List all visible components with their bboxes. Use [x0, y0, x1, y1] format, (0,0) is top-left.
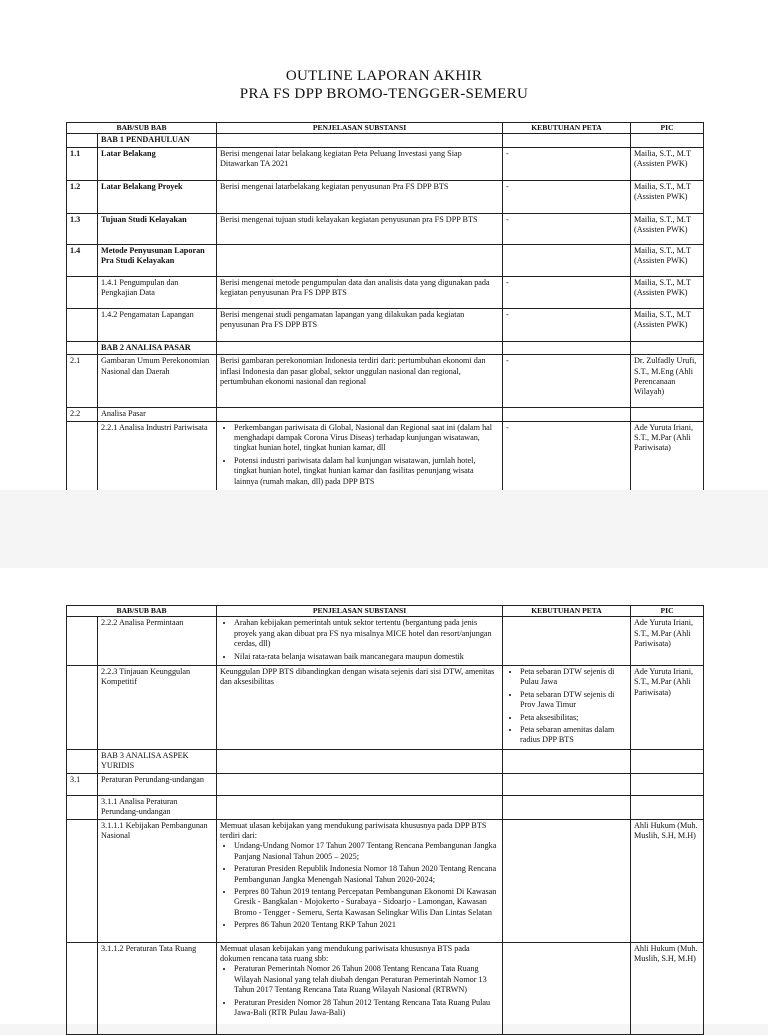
table-row [67, 819, 704, 942]
row-pic: Ade Yuruta Iriani, S.T., M.Par (Ahli Pariwisata) [631, 617, 704, 666]
row-subtitle: 3.1.1.2 Peraturan Tata Ruang [98, 942, 217, 1034]
document-subtitle: PRA FS DPP BROMO-TENGGER-SEMERU [239, 86, 529, 102]
row-map-need: - [503, 421, 631, 490]
page-gap [0, 490, 768, 568]
list-item: • Nilai rata-rata belanja wisatawan baik mancanegara maupun domestik [234, 652, 499, 662]
row-pic: Ade Yuruta Iriani, S.T., M.Par (Ahli Pariwisata) [631, 421, 704, 490]
row-description: Keunggulan DPP BTS dibandingkan dengan wisata sejenis dari sisi DTW, amenitas dan aksesibilitas [217, 666, 503, 750]
header-penjelasan: PENJELASAN SUBSTANSI [217, 123, 503, 134]
list-item: • Peraturan Presiden Republik Indonesia Nomor 18 Tahun 2020 Tentang Rencana Pembangunan Jangka Menengah Nasional Tahun 2020-2024; [234, 864, 499, 885]
row-description: Berisi gambaran perekonomian Indonesia terdiri dari: pertumbuhan ekonomi dan inflasi Indonesia dan pasar global, sektor unggulan nasional dan regional, pertumbuhan ekonomi nasional dan regional [217, 355, 503, 408]
row-map-need: - [503, 213, 631, 244]
table-row [67, 795, 704, 819]
row-number: 1.1 [67, 147, 98, 180]
list-item: • Undang-Undang Nomor 17 Tahun 2007 Tentang Rencana Pembangunan Jangka Panjang Nasional Tahun 2005 – 2025; [234, 841, 499, 862]
table-row [67, 244, 704, 276]
row-map-need: - [503, 355, 631, 408]
list-item: • Peraturan Pemerintah Nomor 26 Tahun 2008 Tentang Rencana Tata Ruang Wilayah Nasional yang telah diubah dengan Peraturan Pemerintah Nomor 13 Tahun 2017 Tentang Rencana Tata Ruang Wilayah Nasional (RTRWN) [234, 964, 499, 995]
row-pic: Mailia, S.T., M.T (Assisten PWK) [631, 147, 704, 180]
row-pic: Mailia, S.T., M.T (Assisten PWK) [631, 308, 704, 341]
document-title: OUTLINE LAPORAN AKHIR [285, 68, 483, 84]
table-row [67, 308, 704, 341]
row-subtitle: 3.1.1.1 Kebijakan Pembangunan Nasional [98, 819, 217, 942]
row-number: 1.4 [67, 244, 98, 276]
row-subtitle: Gambaran Umum Perekonomian Nasional dan Daerah [98, 355, 217, 408]
list-item: • Potensi industri pariwisata dalam hal kunjungan wisatawan, jumlah hotel, tingkat hunian hotel, tingkat hunian kamar dan fasilitas penunjang wisata lainnya (rumah makan, dll) pada DPP BTS [234, 456, 499, 487]
section-title: BAB 2 ANALISA PASAR [98, 341, 217, 354]
row-map-need [503, 666, 631, 750]
outline-table-1 [66, 122, 704, 491]
row-subtitle: Latar Belakang [98, 147, 217, 180]
table-row [67, 666, 704, 750]
row-pic: Mailia, S.T., M.T (Assisten PWK) [631, 213, 704, 244]
row-description: Berisi mengenai tujuan studi kelayakan kegiatan penyusunan pra FS DPP BTS [217, 213, 503, 244]
row-number: 1.3 [67, 213, 98, 244]
list-item: • Peta sebaran DTW sejenis di Pulau Jawa [520, 667, 627, 688]
description-list [220, 841, 499, 930]
map-list [506, 667, 627, 746]
list-item: • Peta aksesibilitas; [520, 713, 627, 723]
row-pic: Mailia, S.T., M.T (Assisten PWK) [631, 244, 704, 276]
header-bab: BAB/SUB BAB [67, 606, 217, 617]
row-map-need: - [503, 180, 631, 213]
row-pic: Mailia, S.T., M.T (Assisten PWK) [631, 180, 704, 213]
description-intro: Memuat ulasan kebijakan yang mendukung pariwisata khususnya BTS pada dokumen rencana tata ruang sbb: [220, 943, 470, 963]
list-item: • Perpres 86 Tahun 2020 Tentang RKP Tahun 2021 [234, 920, 499, 930]
table-header-row [67, 123, 704, 134]
row-pic: Mailia, S.T., M.T (Assisten PWK) [631, 276, 704, 308]
table-row [67, 213, 704, 244]
header-kebutuhan-peta: KEBUTUHAN PETA [503, 123, 631, 134]
description-list [220, 964, 499, 1018]
list-item: • Perkembangan pariwisata di Global, Nasional dan Regional saat ini (dalam hal menghadapi dampak Corona Virus Diseas) terhadap kunjungan wisatawan, tingkat hunian hotel, tingkat hunian kamar, dll [234, 423, 499, 454]
description-list [220, 618, 499, 662]
list-item: • Peraturan Presiden Nomor 28 Tahun 2012 Tentang Rencana Tata Ruang Pulau Jawa-Bali (RTR Pulau Jawa-Bali) [234, 998, 499, 1019]
row-subtitle: Metode Penyusunan Laporan Pra Studi Kelayakan [98, 244, 217, 276]
list-item: • Peta sebaran DTW sejenis di Prov Jawa Timur [520, 690, 627, 711]
section-title: BAB 3 ANALISA ASPEK YURIDIS [98, 749, 217, 773]
row-description [217, 942, 503, 1034]
row-subtitle: Tujuan Studi Kelayakan [98, 213, 217, 244]
document-page-1 [0, 0, 768, 490]
row-pic: Dr. Zulfadly Urufi, S.T., M.Eng (Ahli Perencanaan Wilayah) [631, 355, 704, 408]
table-row [67, 773, 704, 795]
table-row [67, 276, 704, 308]
section-row [67, 134, 704, 147]
header-bab: BAB/SUB BAB [67, 123, 217, 134]
section-row [67, 341, 704, 354]
row-subtitle: Latar Belakang Proyek [98, 180, 217, 213]
row-number: 1.2 [67, 180, 98, 213]
row-map-need: - [503, 276, 631, 308]
header-kebutuhan-peta: KEBUTUHAN PETA [503, 606, 631, 617]
section-row [67, 749, 704, 773]
description-list [220, 423, 499, 487]
description-intro: Memuat ulasan kebijakan yang mendukung pariwisata khususnya pada DPP BTS terdiri dari: [220, 820, 487, 840]
table-row [67, 421, 704, 490]
row-subtitle: 2.2.1 Analisa Industri Pariwisata [98, 421, 217, 490]
row-description [217, 819, 503, 942]
row-subtitle: Analisa Pasar [98, 408, 217, 421]
list-item: • Peta sebaran amenitas dalam radius DPP BTS [520, 725, 627, 746]
row-subtitle: 2.2.3 Tinjauan Keunggulan Kompetitif [98, 666, 217, 750]
header-pic: PIC [631, 123, 704, 134]
row-description: Berisi mengenai latarbelakang kegiatan penyusunan Pra FS DPP BTS [217, 180, 503, 213]
row-map-need: - [503, 147, 631, 180]
list-item: • Perpres 80 Tahun 2019 tentang Percepatan Pembangunan Ekonomi Di Kawasan Gresik - Bangkalan - Mojokerto - Surabaya - Sidoarjo - Lamongan, Kawasan Bromo - Tengger - Semeru, Serta Kawasan Selingkar Wilis Dan Lintas Selatan [234, 887, 499, 918]
table-row [67, 147, 704, 180]
header-pic: PIC [631, 606, 704, 617]
row-description: Berisi mengenai latar belakang kegiatan Peta Peluang Investasi yang Siap Ditawarkan TA 2021 [217, 147, 503, 180]
list-item: • Arahan kebijakan pemerintah untuk sektor tertentu (bergantung pada jenis proyek yang akan dibuat pra FS nya misalnya MICE hotel dan resort/anjungan cerdas, dll) [234, 618, 499, 649]
table-row [67, 408, 704, 421]
row-description [217, 617, 503, 666]
section-title: BAB 1 PENDAHULUAN [98, 134, 217, 147]
row-description [217, 421, 503, 490]
header-penjelasan: PENJELASAN SUBSTANSI [217, 606, 503, 617]
table-row [67, 942, 704, 1034]
row-map-need: - [503, 308, 631, 341]
row-pic: Ade Yuruta Iriani, S.T., M.Par (Ahli Pariwisata) [631, 666, 704, 750]
row-pic: Ahli Hukum (Muh. Muslih, S.H, M.H) [631, 819, 704, 942]
row-number: 2.2 [67, 408, 98, 421]
row-subtitle: 1.4.2 Pengamatan Lapangan [98, 308, 217, 341]
table-row [67, 355, 704, 408]
table-row [67, 180, 704, 213]
row-number: 3.1 [67, 773, 98, 795]
row-subtitle: 3.1.1 Analisa Peraturan Perundang-undangan [98, 795, 217, 819]
row-description: Berisi mengenai metode pengumpulan data dan analisis data yang digunakan pada kegiatan penyusunan Pra FS DPP BTS [217, 276, 503, 308]
row-subtitle: 1.4.1 Pengumpulan dan Pengkajian Data [98, 276, 217, 308]
table-header-row [67, 606, 704, 617]
row-description: Berisi mengenai studi pengamatan lapangan yang dilakukan pada kegiatan penyusunan Pra FS DPP BTS [217, 308, 503, 341]
row-subtitle: 2.2.2 Analisa Permintaan [98, 617, 217, 666]
table-row [67, 617, 704, 666]
row-pic: Ahli Hukum (Muh. Muslih, S.H, M.H) [631, 942, 704, 1034]
row-subtitle: Peraturan Perundang-undangan [98, 773, 217, 795]
row-number: 2.1 [67, 355, 98, 408]
outline-table-2 [66, 605, 704, 1035]
